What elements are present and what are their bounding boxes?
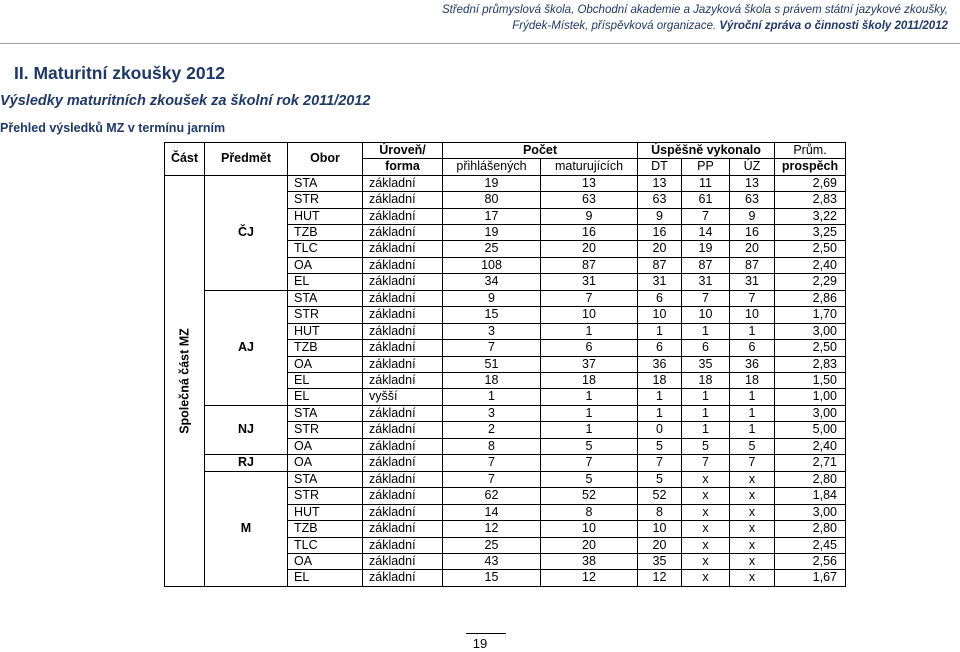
cell-prihl: 3: [443, 323, 541, 339]
cell-prihl: 7: [443, 471, 541, 488]
cell-prihl: 34: [443, 274, 541, 290]
cell-mat: 18: [541, 372, 638, 388]
cell-avg: 3,00: [775, 504, 846, 520]
cell-avg: 2,86: [775, 290, 846, 307]
cell-avg: 1,50: [775, 372, 846, 388]
cell-forma: základní: [363, 208, 443, 224]
cell-avg: 2,50: [775, 241, 846, 257]
cell-obor: HUT: [288, 323, 363, 339]
results-body: [165, 175, 846, 586]
cell-prihl: 17: [443, 208, 541, 224]
cell-prihl: 25: [443, 241, 541, 257]
cell-dt: 35: [638, 554, 682, 570]
cell-uz: 87: [730, 257, 775, 273]
cell-dt: 31: [638, 274, 682, 290]
header-row-1: [165, 143, 846, 159]
cell-uz: 31: [730, 274, 775, 290]
cell-prihl: 12: [443, 521, 541, 537]
col-dt: DT: [638, 159, 682, 175]
cell-uz: 7: [730, 290, 775, 307]
cell-dt: 9: [638, 208, 682, 224]
part-label: Společná část MZ: [176, 328, 191, 434]
cell-pp: 7: [682, 455, 730, 471]
cell-prihl: 51: [443, 356, 541, 372]
col-uz: ÚZ: [730, 159, 775, 175]
table-row: [165, 405, 846, 422]
cell-mat: 7: [541, 290, 638, 307]
cell-avg: 2,80: [775, 471, 846, 488]
cell-prihl: 3: [443, 405, 541, 422]
cell-dt: 20: [638, 537, 682, 553]
col-forma: forma: [363, 159, 443, 175]
cell-uz: 36: [730, 356, 775, 372]
page-number: 19: [472, 636, 488, 651]
cell-forma: základní: [363, 241, 443, 257]
cell-forma: základní: [363, 537, 443, 553]
cell-avg: 3,25: [775, 225, 846, 241]
cell-obor: EL: [288, 389, 363, 405]
cell-prihl: 7: [443, 455, 541, 471]
cell-prihl: 80: [443, 192, 541, 208]
cell-mat: 8: [541, 504, 638, 520]
cell-dt: 6: [638, 340, 682, 356]
part-cell: [165, 175, 205, 586]
cell-uz: 1: [730, 422, 775, 438]
cell-mat: 20: [541, 241, 638, 257]
cell-avg: 2,29: [775, 274, 846, 290]
cell-obor: STR: [288, 307, 363, 323]
cell-prihl: 19: [443, 175, 541, 191]
cell-uz: 9: [730, 208, 775, 224]
cell-mat: 9: [541, 208, 638, 224]
table-row: [165, 175, 846, 191]
cell-dt: 63: [638, 192, 682, 208]
cell-forma: základní: [363, 422, 443, 438]
header-org: Frýdek-Místek, příspěvková organizace.: [512, 20, 720, 32]
table-row: [165, 471, 846, 488]
cell-dt: 87: [638, 257, 682, 273]
cell-prihl: 108: [443, 257, 541, 273]
cell-pp: 14: [682, 225, 730, 241]
cell-mat: 52: [541, 488, 638, 504]
subject-cell: NJ: [205, 405, 288, 455]
cell-obor: TZB: [288, 340, 363, 356]
cell-prihl: 1: [443, 389, 541, 405]
cell-pp: 18: [682, 372, 730, 388]
cell-uz: x: [730, 521, 775, 537]
cell-avg: 3,22: [775, 208, 846, 224]
cell-pp: 1: [682, 405, 730, 422]
cell-avg: 1,00: [775, 389, 846, 405]
cell-obor: HUT: [288, 208, 363, 224]
cell-avg: 2,83: [775, 356, 846, 372]
cell-pp: x: [682, 521, 730, 537]
cell-forma: základní: [363, 192, 443, 208]
cell-obor: OA: [288, 554, 363, 570]
cell-avg: 2,40: [775, 257, 846, 273]
cell-mat: 37: [541, 356, 638, 372]
cell-forma: základní: [363, 455, 443, 471]
cell-uz: 63: [730, 192, 775, 208]
cell-obor: OA: [288, 257, 363, 273]
cell-forma: základní: [363, 570, 443, 586]
cell-forma: základní: [363, 372, 443, 388]
cell-obor: STA: [288, 471, 363, 488]
cell-dt: 7: [638, 455, 682, 471]
cell-forma: základní: [363, 438, 443, 454]
cell-prihl: 9: [443, 290, 541, 307]
cell-forma: základní: [363, 290, 443, 307]
col-prospech: prospěch: [775, 159, 846, 175]
cell-mat: 5: [541, 438, 638, 454]
cell-avg: 2,80: [775, 521, 846, 537]
cell-forma: vyšší: [363, 389, 443, 405]
cell-forma: základní: [363, 356, 443, 372]
document-header: [442, 2, 948, 34]
cell-forma: základní: [363, 504, 443, 520]
cell-mat: 6: [541, 340, 638, 356]
section-title: II. Maturitní zkoušky 2012: [14, 63, 226, 83]
cell-dt: 10: [638, 521, 682, 537]
cell-obor: EL: [288, 372, 363, 388]
cell-pp: 5: [682, 438, 730, 454]
cell-obor: STA: [288, 290, 363, 307]
cell-pp: 87: [682, 257, 730, 273]
cell-dt: 10: [638, 307, 682, 323]
cell-obor: STR: [288, 192, 363, 208]
cell-mat: 12: [541, 570, 638, 586]
cell-forma: základní: [363, 274, 443, 290]
cell-obor: STA: [288, 405, 363, 422]
col-predmet: Předmět: [205, 143, 288, 176]
cell-avg: 3,00: [775, 323, 846, 339]
cell-dt: 13: [638, 175, 682, 191]
cell-forma: základní: [363, 554, 443, 570]
cell-prihl: 18: [443, 372, 541, 388]
cell-prihl: 2: [443, 422, 541, 438]
cell-dt: 12: [638, 570, 682, 586]
cell-dt: 5: [638, 471, 682, 488]
cell-mat: 13: [541, 175, 638, 191]
cell-mat: 20: [541, 537, 638, 553]
cell-obor: OA: [288, 455, 363, 471]
cell-pp: x: [682, 471, 730, 488]
col-obor: Obor: [288, 143, 363, 176]
cell-mat: 5: [541, 471, 638, 488]
cell-avg: 1,67: [775, 570, 846, 586]
cell-mat: 63: [541, 192, 638, 208]
header-report-title: Výroční zpráva o činnosti školy 2011/2012: [719, 20, 948, 32]
table-caption: Přehled výsledků MZ v termínu jarním: [0, 121, 226, 135]
cell-pp: 10: [682, 307, 730, 323]
cell-avg: 5,00: [775, 422, 846, 438]
cell-uz: 13: [730, 175, 775, 191]
subject-cell: M: [205, 471, 288, 586]
cell-mat: 1: [541, 323, 638, 339]
cell-uz: 1: [730, 323, 775, 339]
cell-prihl: 7: [443, 340, 541, 356]
cell-dt: 16: [638, 225, 682, 241]
cell-dt: 1: [638, 323, 682, 339]
subject-cell: RJ: [205, 455, 288, 471]
cell-avg: 2,45: [775, 537, 846, 553]
cell-forma: základní: [363, 323, 443, 339]
cell-forma: základní: [363, 521, 443, 537]
subject-cell: ČJ: [205, 175, 288, 290]
cell-pp: 19: [682, 241, 730, 257]
cell-dt: 0: [638, 422, 682, 438]
cell-obor: TLC: [288, 241, 363, 257]
cell-prihl: 19: [443, 225, 541, 241]
col-uroven: Úroveň/: [363, 143, 443, 159]
subject-cell: AJ: [205, 290, 288, 405]
cell-obor: STR: [288, 422, 363, 438]
cell-pp: x: [682, 554, 730, 570]
cell-forma: základní: [363, 405, 443, 422]
cell-prihl: 14: [443, 504, 541, 520]
cell-obor: OA: [288, 438, 363, 454]
cell-dt: 36: [638, 356, 682, 372]
cell-obor: STA: [288, 175, 363, 191]
cell-obor: OA: [288, 356, 363, 372]
cell-uz: 18: [730, 372, 775, 388]
header-divider: [0, 43, 960, 44]
cell-uz: 1: [730, 389, 775, 405]
cell-uz: x: [730, 504, 775, 520]
cell-forma: základní: [363, 307, 443, 323]
col-uspesne: Úspěšně vykonalo: [638, 143, 775, 159]
cell-uz: x: [730, 471, 775, 488]
page-number-rule: [466, 633, 506, 634]
cell-dt: 8: [638, 504, 682, 520]
cell-forma: základní: [363, 340, 443, 356]
cell-uz: 6: [730, 340, 775, 356]
cell-avg: 1,70: [775, 307, 846, 323]
col-maturujicich: maturujících: [541, 159, 638, 175]
cell-dt: 5: [638, 438, 682, 454]
cell-obor: TLC: [288, 537, 363, 553]
cell-uz: 10: [730, 307, 775, 323]
cell-pp: 1: [682, 389, 730, 405]
cell-avg: 1,84: [775, 488, 846, 504]
cell-avg: 2,71: [775, 455, 846, 471]
col-cast: Část: [165, 143, 205, 176]
cell-obor: EL: [288, 570, 363, 586]
cell-obor: EL: [288, 274, 363, 290]
cell-mat: 10: [541, 307, 638, 323]
cell-prihl: 43: [443, 554, 541, 570]
cell-forma: základní: [363, 471, 443, 488]
cell-avg: 2,56: [775, 554, 846, 570]
cell-uz: 5: [730, 438, 775, 454]
col-pp: PP: [682, 159, 730, 175]
cell-prihl: 25: [443, 537, 541, 553]
cell-forma: základní: [363, 175, 443, 191]
cell-forma: základní: [363, 225, 443, 241]
cell-dt: 18: [638, 372, 682, 388]
cell-avg: 2,50: [775, 340, 846, 356]
cell-dt: 20: [638, 241, 682, 257]
cell-prihl: 8: [443, 438, 541, 454]
cell-mat: 1: [541, 389, 638, 405]
cell-mat: 7: [541, 455, 638, 471]
cell-uz: 20: [730, 241, 775, 257]
cell-avg: 2,83: [775, 192, 846, 208]
cell-pp: 7: [682, 290, 730, 307]
cell-obor: TZB: [288, 225, 363, 241]
cell-mat: 1: [541, 405, 638, 422]
col-pocet: Počet: [443, 143, 638, 159]
cell-mat: 1: [541, 422, 638, 438]
cell-pp: 35: [682, 356, 730, 372]
cell-prihl: 15: [443, 307, 541, 323]
col-prum: Prům.: [775, 143, 846, 159]
cell-obor: TZB: [288, 521, 363, 537]
cell-forma: základní: [363, 488, 443, 504]
col-prihlasenych: přihlášených: [443, 159, 541, 175]
cell-pp: 6: [682, 340, 730, 356]
header-line-2: [442, 18, 948, 34]
cell-avg: 2,69: [775, 175, 846, 191]
cell-prihl: 15: [443, 570, 541, 586]
cell-uz: 7: [730, 455, 775, 471]
cell-dt: 1: [638, 389, 682, 405]
header-line-1: Střední průmyslová škola, Obchodní akademie a Jazyková škola s právem státní jazykové zkoušky,: [441, 4, 948, 16]
cell-dt: 52: [638, 488, 682, 504]
cell-avg: 2,40: [775, 438, 846, 454]
cell-uz: x: [730, 554, 775, 570]
cell-uz: x: [730, 537, 775, 553]
cell-forma: základní: [363, 257, 443, 273]
cell-pp: 61: [682, 192, 730, 208]
cell-dt: 6: [638, 290, 682, 307]
table-row: [165, 290, 846, 307]
results-table: [164, 142, 846, 587]
cell-obor: HUT: [288, 504, 363, 520]
cell-mat: 31: [541, 274, 638, 290]
cell-avg: 3,00: [775, 405, 846, 422]
cell-uz: 1: [730, 405, 775, 422]
cell-pp: x: [682, 537, 730, 553]
cell-mat: 10: [541, 521, 638, 537]
cell-mat: 16: [541, 225, 638, 241]
cell-pp: 31: [682, 274, 730, 290]
cell-pp: 1: [682, 422, 730, 438]
cell-mat: 38: [541, 554, 638, 570]
cell-obor: STR: [288, 488, 363, 504]
cell-uz: x: [730, 570, 775, 586]
cell-uz: 16: [730, 225, 775, 241]
cell-pp: x: [682, 504, 730, 520]
cell-pp: 1: [682, 323, 730, 339]
table-row: [165, 455, 846, 471]
cell-pp: 11: [682, 175, 730, 191]
cell-pp: 7: [682, 208, 730, 224]
cell-prihl: 62: [443, 488, 541, 504]
cell-mat: 87: [541, 257, 638, 273]
cell-uz: x: [730, 488, 775, 504]
cell-dt: 1: [638, 405, 682, 422]
cell-pp: x: [682, 488, 730, 504]
subtitle: Výsledky maturitních zkoušek za školní rok 2011/2012: [0, 93, 371, 109]
cell-pp: x: [682, 570, 730, 586]
